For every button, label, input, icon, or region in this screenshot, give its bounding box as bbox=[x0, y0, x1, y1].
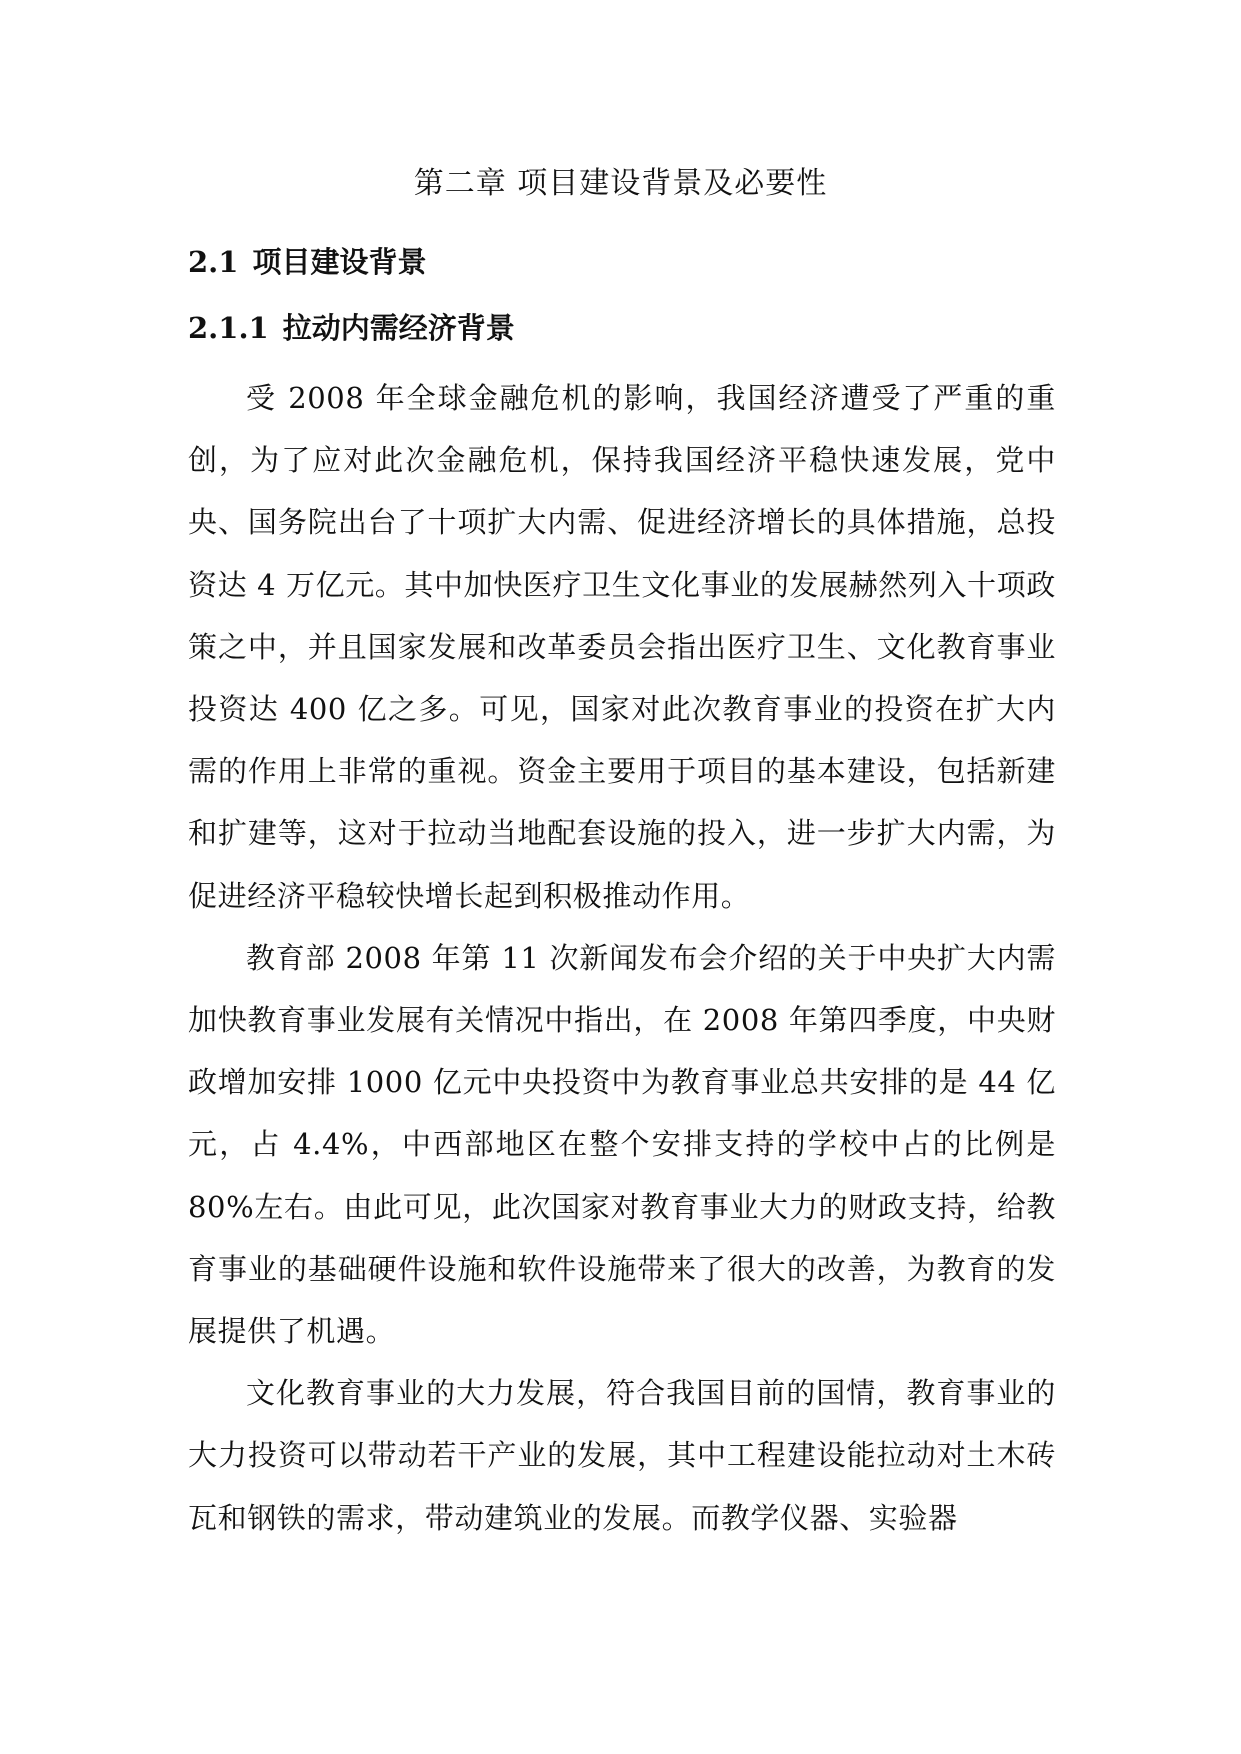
paragraph: 受 2008 年全球金融危机的影响，我国经济遭受了严重的重创，为了应对此次金融危机，保持我国经济平稳快速发展，党中央、国务院出台了十项扩大内需、促进经济增长的具体措施，总投资达 4 万亿元。其中加快医疗卫生文化事业的发展赫然列入十项政策之中，并且国家发展和改革委员会指出医疗卫生、文化教育事业投资达 400 亿之多。可见，国家对此次教育事业的投资在扩大内需的作用上非常的重视。资金主要用于项目的基本建设，包括新建和扩建等，这对于拉动当地配套设施的投入，进一步扩大内需，为促进经济平稳较快增长起到积极推动作用。 bbox=[188, 381, 1056, 913]
paragraph: 文化教育事业的大力发展，符合我国目前的国情，教育事业的大力投资可以带动若干产业的发展，其中工程建设能拉动对土木砖瓦和钢铁的需求，带动建筑业的发展。而教学仪器、实验器 bbox=[188, 1376, 1056, 1535]
body-text bbox=[188, 367, 1056, 1549]
section-number: 2.1 bbox=[188, 245, 239, 279]
chapter-title: 第二章 项目建设背景及必要性 bbox=[413, 166, 828, 201]
section-title: 项目建设背景 bbox=[252, 245, 427, 279]
section-heading bbox=[188, 242, 1068, 282]
paragraph: 教育部 2008 年第 11 次新闻发布会介绍的关于中央扩大内需加快教育事业发展有关情况中指出，在 2008 年第四季度，中央财政增加安排 1000 亿元中央投资中为教育事业总共安排的是 44 亿元，占 4.4%，中西部地区在整个安排支持的学校中占的比例是 80%左右。由此可见，此次国家对教育事业大力的财政支持，给教育事业的基础硬件设施和软件设施带来了很大的改善，为教育的发展提供了机遇。 bbox=[188, 940, 1056, 1349]
subsection-title: 拉动内需经济背景 bbox=[282, 311, 515, 345]
subsection-number: 2.1.1 bbox=[188, 311, 269, 345]
subsection-heading bbox=[188, 308, 1068, 348]
